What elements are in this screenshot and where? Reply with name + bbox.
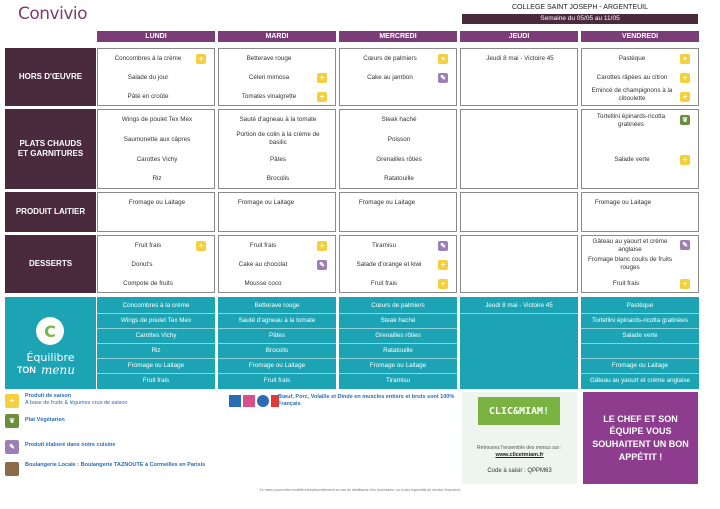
menu-item: Sauté d'agneau à la tomate [239,116,317,123]
brand-logo: Convivio [18,4,88,24]
divider [97,328,215,329]
menu-item: Cœurs de palmiers [363,55,417,62]
row-label-laitier: PRODUIT LAITIER [5,192,96,232]
equilibre-line1: Équilibre [26,351,75,364]
menu-item: Mousse coco [244,280,282,287]
equilibre-item: Riz [151,347,161,354]
clicmiam-code: Code à saisir : QPPM63 [487,468,552,474]
divider [581,358,699,359]
menu-item: Jeudi 8 mai - Victoire 45 [486,55,554,62]
equilibre-item: Steak haché [380,317,416,324]
whisk-icon: ✎ [438,73,448,83]
equilibre-item: Jeudi 8 mai - Victoire 45 [485,302,553,309]
school-name: COLLEGE SAINT JOSEPH - ARGENTEUIL [511,4,649,11]
equilibre-item: Betterave rouge [254,302,300,309]
equilibre-item: Fromage ou Laitage [248,362,306,369]
equilibre-jeudi [460,297,578,389]
sun-icon: + [680,279,690,289]
menu-item: Fruit frais [370,280,398,287]
equilibre-item: Fromage ou Laitage [611,362,669,369]
menu-item: Cake au chocolat [238,261,288,268]
menu-item: Tiramisu [372,242,396,249]
equilibre-item: Carottes Vichy [135,332,177,339]
clicmiam-url[interactable]: www.clicetmiam.fr [495,452,544,458]
menu-item: Steak haché [381,116,417,123]
menu-item: Riz [152,175,162,182]
row-label-hors-doeuvre: HORS D'ŒUVRE [5,48,96,106]
divider [218,358,336,359]
menu-item: Fruit frais [134,242,162,249]
menu-item: Fromage ou Laitage [594,199,652,206]
legend-viande: Bœuf, Porc, Volaille et Dinde en muscles entiers et bruts sont 100% Français [278,394,455,408]
divider [218,328,336,329]
menu-item: Grenailles rôties [376,156,422,163]
clicmiam-panel [462,392,577,484]
cell-laitier-lundi [97,192,215,232]
cell-plats-mercredi [339,109,457,189]
menu-item: Salade du jour [127,74,169,81]
cell-laitier-jeudi [460,192,578,232]
equilibre-mardi [218,297,336,389]
equilibre-item: Salade verte [622,332,658,339]
sun-icon: + [438,54,448,64]
divider [218,373,336,374]
footer-disclaimer: Ce menu pourra être modifié exceptionnellement en cas de défaillance d'un fournisseur, ou si des impératifs de service l'imposent. [259,488,461,492]
legend-saison-sub: A base de fruits & légumes crus de saison [25,400,128,407]
sun-icon: + [317,241,327,251]
equilibre-logo-panel [5,297,96,389]
menu-item: Concombres à la crème [114,55,182,62]
sun-icon: + [317,92,327,102]
menu-item: Fromage blanc coulis de fruits rouges [588,256,672,271]
cell-desserts-mercredi [339,235,457,293]
bread-icon [5,462,19,476]
legend-cuisine: Produit élaboré dans notre cuisine [25,442,116,448]
cell-laitier-mardi [218,192,336,232]
legend-boulangerie: Boulangerie Locale : Boulangerie TAZNOUTE à Cormeilles en Parisis [25,462,206,468]
equilibre-item: Tortellini épinards-ricotta gratinées [592,317,688,324]
equilibre-line2: TON [17,365,36,375]
cell-plats-jeudi [460,109,578,189]
divider [339,373,457,374]
cell-hors-vendredi [581,48,699,106]
sun-icon: + [680,54,690,64]
menu-item: Fruit frais [612,280,640,287]
cell-hors-lundi [97,48,215,106]
divider [97,343,215,344]
equilibre-item: Brocolis [265,347,289,354]
menu-item: Gâteau au yaourt et crème anglaise [592,238,668,253]
cell-plats-vendredi [581,109,699,189]
cell-desserts-vendredi [581,235,699,293]
day-header-jeudi: JEUDI [460,31,578,42]
legend-saison [25,393,205,407]
divider [339,313,457,314]
equilibre-item: Pastèque [626,302,654,309]
equilibre-item: Tiramisu [386,377,410,384]
equilibre-item: Concombres à la crème [122,302,190,309]
sun-icon: + [680,73,690,83]
clicmiam-text: Retrouvez l'ensemble des menus sur : [477,445,562,451]
sun-icon: + [680,92,690,102]
equilibre-item: Sauté d'agneau à la tomate [238,317,316,324]
menu-item: Compote de fruits [123,280,173,287]
legend-vegetarien: Plat Végétarien [25,417,65,423]
cell-hors-mardi [218,48,336,106]
menu-item: Tortellini épinards-ricotta gratinées [596,113,666,128]
cell-desserts-mardi [218,235,336,293]
cell-plats-lundi [97,109,215,189]
menu-item: Fruit frais [249,242,277,249]
menu-item: Pâté en croûte [127,93,169,100]
menu-item: Emincé de champignons à la ciboulette [591,87,673,102]
sun-icon: + [196,241,206,251]
whisk-icon: ✎ [438,241,448,251]
cell-hors-jeudi [460,48,578,106]
chicken-icon [257,395,269,407]
menu-item: Pâtes [269,156,287,163]
equilibre-item: Fromage ou Laitage [127,362,185,369]
equilibre-item: Ratatouille [383,347,413,354]
week-range: Semaine du 05/05 au 11/05 [462,14,698,24]
cow-icon [229,395,241,407]
sun-icon: + [680,155,690,165]
equilibre-item: Cœurs de palmiers [371,302,425,309]
equilibre-mercredi [339,297,457,389]
menu-item: Tomates vinaigrette [241,93,297,100]
menu-item: Betterave rouge [246,55,292,62]
menu-item: Salade verte [614,156,650,163]
menu-item: Fromage ou Laitage [237,199,295,206]
equilibre-line3: menu [41,363,75,377]
menu-item: Portion de colin à la crème de basilic [236,131,320,146]
equilibre-item: Fruit frais [142,377,170,384]
divider [581,328,699,329]
cell-laitier-vendredi [581,192,699,232]
menu-item: Carottes Vichy [136,156,178,163]
legend-sun-icon: + [5,394,19,408]
whisk-icon: ✎ [317,260,327,270]
divider [339,343,457,344]
day-header-mardi: MARDI [218,31,336,42]
menu-item: Carottes râpées au citron [596,74,668,81]
legend-leaf-icon: ❦ [5,414,19,428]
day-header-vendredi: VENDREDI [581,31,699,42]
leaf-icon: ❦ [680,115,690,125]
menu-item: Salade d'orange et kiwi [356,261,422,268]
legend-saison-title: Produit de saison [25,393,72,399]
svg-text:C: C [44,322,56,341]
divider [97,313,215,314]
divider [581,313,699,314]
divider [339,358,457,359]
cell-desserts-lundi [97,235,215,293]
divider [218,343,336,344]
whisk-icon: ✎ [680,240,690,250]
menu-item: Wings de poulet Tex Mex [121,116,193,123]
menu-item: Fromage ou Laitage [128,199,186,206]
menu-item: Ratatouille [384,175,414,182]
clicmiam-logo: CLIC&MIAM! [478,397,560,425]
equilibre-item: Fruit frais [263,377,291,384]
divider [581,373,699,374]
cell-hors-mercredi [339,48,457,106]
divider [581,343,699,344]
divider [460,313,578,314]
sun-icon: + [438,279,448,289]
menu-item: Brocolis [266,175,290,182]
menu-item: Saumonette aux câpres [123,136,191,143]
equilibre-lundi [97,297,215,389]
sun-icon: + [438,260,448,270]
menu-item: Cake au jambon [367,74,413,81]
menu-item: Céleri mimosa [248,74,290,81]
row-label-desserts: DESSERTS [5,235,96,293]
divider [339,328,457,329]
sun-icon: + [317,73,327,83]
chef-message: LE CHEF ET SON ÉQUIPE VOUS SOUHAITENT UN BON APPÉTIT ! [583,392,698,484]
equilibre-item: Grenailles rôties [375,332,421,339]
equilibre-item: Wings de poulet Tex Mex [120,317,192,324]
divider [218,313,336,314]
divider [97,373,215,374]
legend-whisk-icon: ✎ [5,440,19,454]
row-label-plats: PLATS CHAUDS ET GARNITURES [5,109,96,189]
equilibre-item: Fromage ou Laitage [369,362,427,369]
divider [97,358,215,359]
menu-item: Fromage ou Laitage [358,199,416,206]
cell-desserts-jeudi [460,235,578,293]
menu-item: Pastèque [618,55,646,62]
menu-item: Donut's [131,261,153,268]
equilibre-item: Gâteau au yaourt et crème anglaise [589,377,691,384]
cell-plats-mardi [218,109,336,189]
equilibre-vendredi [581,297,699,389]
cell-laitier-mercredi [339,192,457,232]
sun-icon: + [196,54,206,64]
menu-item: Poisson [387,136,411,143]
day-header-lundi: LUNDI [97,31,215,42]
day-header-mercredi: MERCREDI [339,31,457,42]
pig-icon [243,395,255,407]
equilibre-item: Pâtes [268,332,286,339]
